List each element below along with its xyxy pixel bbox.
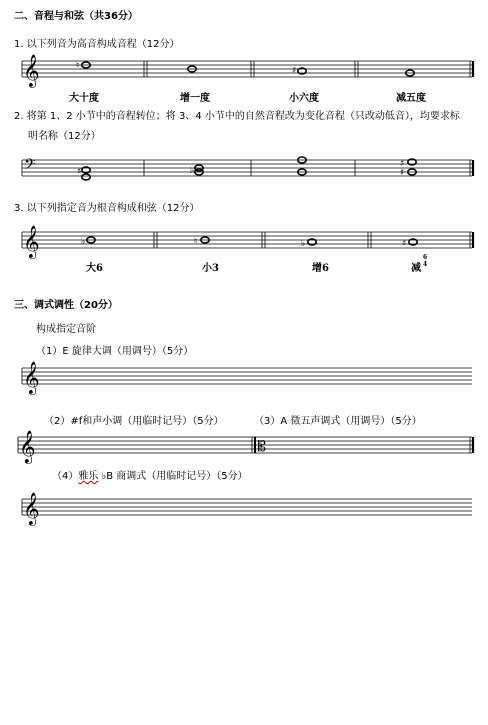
chord-label-4: 减 <box>411 263 421 274</box>
svg-text:♭: ♭ <box>190 166 195 176</box>
treble-clef-icon: 𝄞 <box>23 225 40 258</box>
chord-label-2: 小3 <box>202 263 219 274</box>
question-2-prompt-line1: 2. 将第 1、2 小节中的音程转位；将 3、4 小节中的自然音程改为变化音程（只改动低音），均要求标 <box>14 111 460 122</box>
treble-clef-icon: 𝄞 <box>23 492 40 525</box>
chord-label-3: 增6 <box>312 263 329 274</box>
treble-clef-icon: 𝄞 <box>23 54 40 87</box>
interval-label-4: 减五度 <box>396 93 426 104</box>
treble-clef-icon: 𝄞 <box>19 430 36 463</box>
scale-item-1: （1）E 旋律大调（用调号）（5分） <box>36 346 194 357</box>
question-2-prompt-line2: 明名称（12分） <box>28 131 101 142</box>
interval-label-2: 增一度 <box>180 93 210 104</box>
chord-label-1: 大6 <box>86 263 103 274</box>
svg-text:♯: ♯ <box>400 168 405 178</box>
scale-item-4-number: （4） <box>52 471 79 482</box>
scale-item-4-rest: ♭B 商调式（用临时记号）（5分） <box>98 471 248 482</box>
treble-clef-icon: 𝄞 <box>23 361 40 394</box>
interval-label-3: 小六度 <box>289 93 319 104</box>
question-3-prompt: 3. 以下列指定音为根音构成和弦（12分） <box>14 203 200 214</box>
svg-text:♭: ♭ <box>301 239 306 249</box>
scale-item-3: （3）A 徵五声调式（用调号）（5分） <box>254 416 422 427</box>
scale-item-2: （2）#f和声小调（用临时记号）（5分） <box>44 416 224 427</box>
svg-text:♯: ♯ <box>402 239 407 249</box>
svg-text:♯: ♯ <box>400 159 405 169</box>
svg-text:♮: ♮ <box>76 61 80 71</box>
svg-text:♯: ♯ <box>292 66 297 76</box>
alto-clef-icon: 𝄡 <box>258 439 266 455</box>
svg-text:♯: ♯ <box>77 167 82 177</box>
svg-text:♮: ♮ <box>194 237 198 247</box>
section-3-instruction: 构成指定音阶 <box>36 324 96 335</box>
scale-item-4-mode-name: 雅乐 <box>78 471 99 482</box>
question-1-prompt: 1. 以下列音为高音构成音程（12分） <box>14 39 180 50</box>
section-3-title: 三、调式调性（20分） <box>14 300 118 311</box>
figured-bass-top: 6 <box>423 254 428 261</box>
bass-clef-icon: 𝄢 <box>24 156 36 177</box>
svg-text:♭: ♭ <box>81 237 86 247</box>
figured-bass-bottom: 4 <box>423 261 428 268</box>
section-2-title: 二、音程与和弦（共36分） <box>14 11 138 22</box>
interval-label-1: 大十度 <box>69 93 99 104</box>
